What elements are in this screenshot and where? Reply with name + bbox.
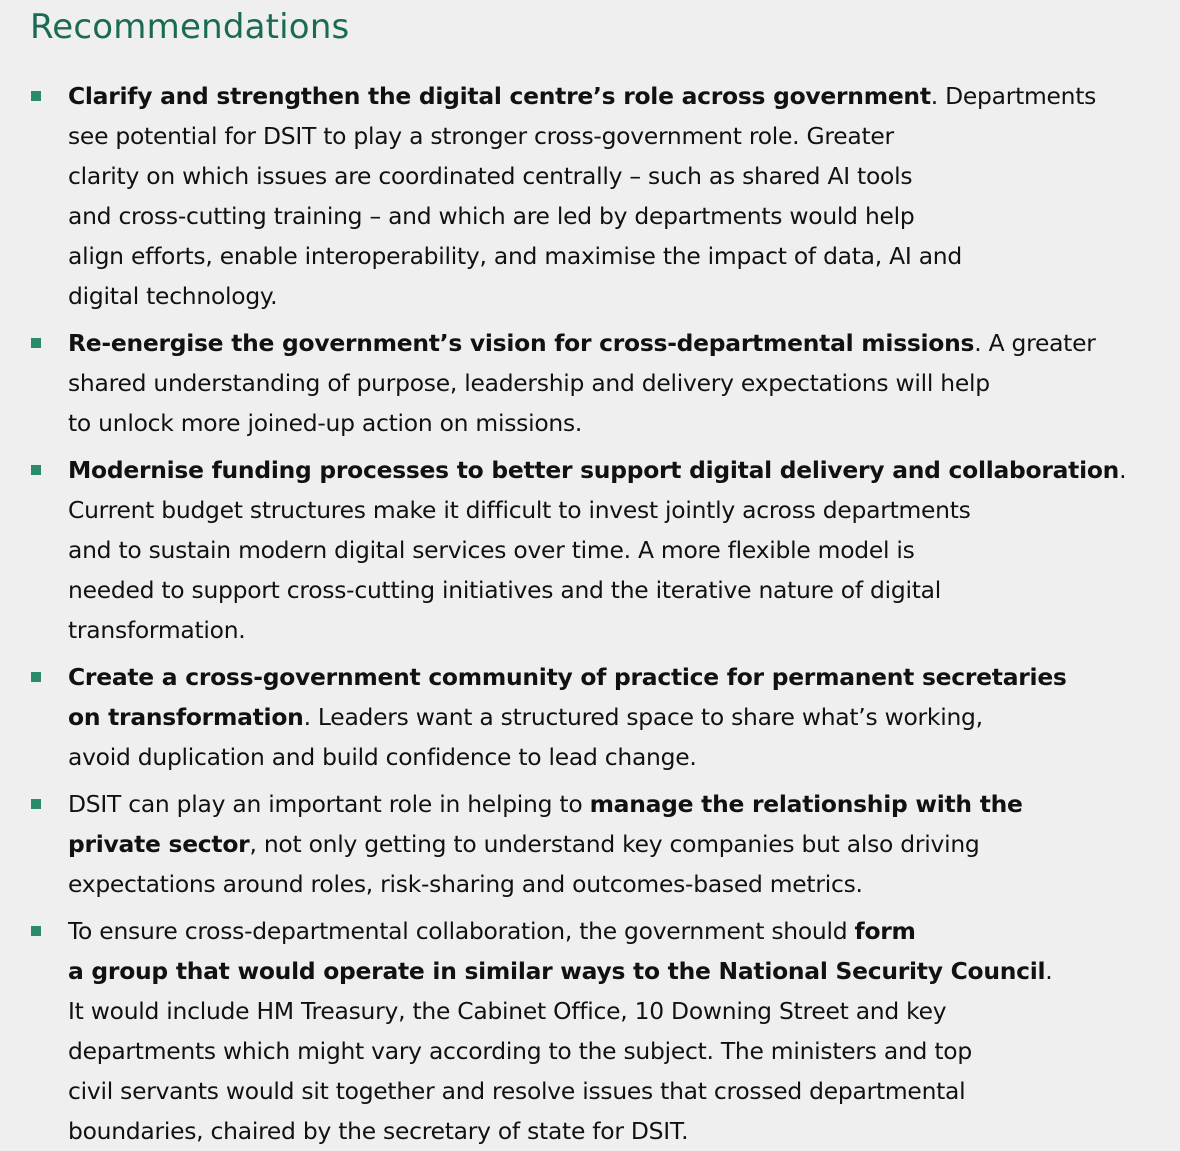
recommendation-line bbox=[68, 196, 1180, 236]
recommendation-line bbox=[68, 490, 1180, 530]
recommendation-line bbox=[68, 864, 1180, 904]
recommendation-line bbox=[68, 530, 1180, 570]
recommendation-text: align efforts, enable interoperability, and maximise the impact of data, AI and bbox=[68, 242, 962, 270]
recommendation-text: departments which might vary according to the subject. The ministers and top bbox=[68, 1037, 972, 1065]
recommendation-line bbox=[68, 911, 1180, 951]
recommendation-line bbox=[68, 1111, 1180, 1151]
recommendation-text: . A greater bbox=[974, 329, 1096, 357]
square-bullet-icon bbox=[31, 91, 41, 101]
recommendation-line bbox=[68, 951, 1180, 991]
recommendation-line bbox=[68, 276, 1180, 316]
recommendation-text: . Leaders want a structured space to share what’s working, bbox=[303, 703, 983, 731]
recommendation-emphasis: a group that would operate in similar ways to the National Security Council bbox=[68, 957, 1046, 985]
recommendation-text: . Departments bbox=[930, 82, 1097, 110]
recommendation-line bbox=[68, 236, 1180, 276]
recommendation-line bbox=[68, 697, 1180, 737]
recommendation-text: avoid duplication and build confidence to lead change. bbox=[68, 743, 697, 771]
recommendation-line bbox=[68, 403, 1180, 443]
recommendation-text: , not only getting to understand key companies but also driving bbox=[249, 830, 980, 858]
recommendation-text: boundaries, chaired by the secretary of state for DSIT. bbox=[68, 1117, 689, 1145]
recommendation-emphasis: Modernise funding processes to better support digital delivery and collaboration bbox=[68, 456, 1120, 484]
recommendation-text: Current budget structures make it difficult to invest jointly across departments bbox=[68, 496, 971, 524]
recommendation-text: digital technology. bbox=[68, 282, 278, 310]
recommendation-text: and cross-cutting training – and which are led by departments would help bbox=[68, 202, 915, 230]
recommendation-line bbox=[68, 1071, 1180, 1111]
recommendation-text: and to sustain modern digital services over time. A more flexible model is bbox=[68, 536, 915, 564]
recommendation-emphasis: form bbox=[854, 917, 916, 945]
square-bullet-icon bbox=[31, 672, 41, 682]
square-bullet-icon bbox=[31, 926, 41, 936]
square-bullet-icon bbox=[31, 338, 41, 348]
recommendation-text: to unlock more joined-up action on missions. bbox=[68, 409, 583, 437]
recommendation-text: see potential for DSIT to play a stronger cross-government role. Greater bbox=[68, 122, 894, 150]
section-heading: Recommendations bbox=[30, 7, 350, 47]
recommendation-line bbox=[68, 116, 1180, 156]
recommendation-emphasis: Clarify and strengthen the digital centre’s role across government bbox=[68, 82, 931, 110]
recommendation-line bbox=[68, 657, 1180, 697]
recommendation-line bbox=[68, 76, 1180, 116]
recommendation-line bbox=[68, 570, 1180, 610]
recommendation-line bbox=[68, 363, 1180, 403]
square-bullet-icon bbox=[31, 799, 41, 809]
recommendation-line bbox=[68, 824, 1180, 864]
recommendation-emphasis: private sector bbox=[68, 830, 250, 858]
recommendation-text: . bbox=[1119, 456, 1127, 484]
recommendation-text: It would include HM Treasury, the Cabinet Office, 10 Downing Street and key bbox=[68, 997, 947, 1025]
recommendation-text: civil servants would sit together and resolve issues that crossed departmental bbox=[68, 1077, 966, 1105]
recommendation-line bbox=[68, 610, 1180, 650]
recommendation-item bbox=[30, 76, 1180, 316]
recommendation-text: DSIT can play an important role in helping to bbox=[68, 790, 590, 818]
recommendation-item bbox=[30, 784, 1180, 904]
recommendation-text: shared understanding of purpose, leadership and delivery expectations will help bbox=[68, 369, 990, 397]
recommendation-item bbox=[30, 450, 1180, 650]
recommendation-line bbox=[68, 784, 1180, 824]
recommendation-item bbox=[30, 323, 1180, 443]
recommendation-line bbox=[68, 450, 1180, 490]
recommendation-emphasis: manage the relationship with the bbox=[589, 790, 1023, 818]
recommendation-emphasis: Re-energise the government’s vision for cross-departmental missions bbox=[68, 329, 975, 357]
recommendation-emphasis: on transformation bbox=[68, 703, 304, 731]
recommendation-line bbox=[68, 737, 1180, 777]
square-bullet-icon bbox=[31, 465, 41, 475]
recommendation-text: clarity on which issues are coordinated centrally – such as shared AI tools bbox=[68, 162, 913, 190]
recommendation-text: To ensure cross-departmental collaboration, the government should bbox=[68, 917, 855, 945]
recommendation-text: transformation. bbox=[68, 616, 246, 644]
recommendation-line bbox=[68, 323, 1180, 363]
recommendation-item bbox=[30, 911, 1180, 1151]
recommendation-emphasis: Create a cross-government community of practice for permanent secretaries bbox=[68, 663, 1067, 691]
recommendation-text: . bbox=[1045, 957, 1053, 985]
recommendations-list bbox=[30, 76, 1180, 1151]
recommendation-text: needed to support cross-cutting initiatives and the iterative nature of digital bbox=[68, 576, 941, 604]
recommendation-line bbox=[68, 1031, 1180, 1071]
recommendation-text: expectations around roles, risk-sharing and outcomes-based metrics. bbox=[68, 870, 863, 898]
recommendation-line bbox=[68, 991, 1180, 1031]
recommendation-item bbox=[30, 657, 1180, 777]
recommendation-line bbox=[68, 156, 1180, 196]
